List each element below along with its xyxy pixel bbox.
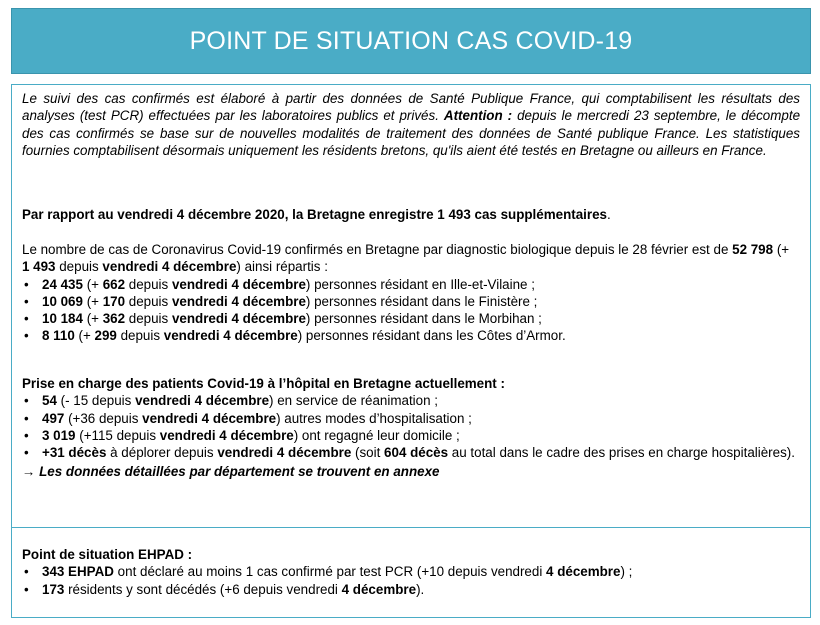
cases-lead-text: Le nombre de cas de Coronavirus Covid-19 confirmés en Bretagne par diagnostic biologique depuis le 28 février est de bbox=[22, 242, 733, 257]
hospital-section bbox=[22, 375, 800, 481]
cases-ref-date: vendredi 4 décembre bbox=[102, 259, 237, 275]
list-item: • +31 décès à déplorer depuis vendredi 4 décembre (soit 604 décès au total dans le cadre des prises en charge hospitalières). bbox=[22, 444, 800, 461]
cases-lead-since: depuis bbox=[55, 259, 103, 275]
summary-line bbox=[22, 206, 800, 223]
list-item: • 10 069 (+ 170 depuis vendredi 4 décembre) personnes résidant dans le Finistère ; bbox=[22, 293, 800, 310]
cases-section bbox=[22, 241, 800, 345]
list-item: • 54 (- 15 depuis vendredi 4 décembre) en service de réanimation ; bbox=[22, 392, 800, 409]
ehpad-heading: Point de situation EHPAD : bbox=[22, 547, 193, 562]
ehpad-list bbox=[22, 563, 800, 598]
ehpad-section bbox=[22, 546, 800, 598]
list-item: • 8 110 (+ 299 depuis vendredi 4 décembre) personnes résidant dans les Côtes d’Armor. bbox=[22, 327, 800, 344]
cases-lead bbox=[22, 241, 800, 276]
page-title: POINT DE SITUATION CAS COVID-19 bbox=[189, 26, 633, 55]
intro-paragraph bbox=[22, 90, 800, 159]
list-item: • 343 EHPAD ont déclaré au moins 1 cas confirmé par test PCR (+10 depuis vendredi 4 décembre) ; bbox=[22, 563, 800, 580]
attention-label: Attention : bbox=[443, 108, 513, 124]
list-item: • 24 435 (+ 662 depuis vendredi 4 décembre) personnes résidant en Ille-et-Vilaine ; bbox=[22, 276, 800, 293]
title-banner bbox=[11, 8, 811, 74]
cases-total: 52 798 bbox=[732, 242, 774, 257]
hospital-heading: Prise en charge des patients Covid-19 à l’hôpital en Bretagne actuellement : bbox=[22, 376, 505, 391]
cases-delta: 1 493 bbox=[22, 259, 56, 275]
intro-text-1: Le suivi des cas confirmés est élaboré à partir des données de Santé Publique France, qui comptabilisent les résultats des analyses (test PCR) effectuées par les laboratoires publics et privés. bbox=[22, 91, 800, 124]
cases-lead-end: ) ainsi répartis : bbox=[236, 259, 328, 275]
list-item: • 497 (+36 depuis vendredi 4 décembre) autres modes d’hospitalisation ; bbox=[22, 410, 800, 427]
section-divider bbox=[11, 527, 811, 528]
list-item: • 10 184 (+ 362 depuis vendredi 4 décembre) personnes résidant dans le Morbihan ; bbox=[22, 310, 800, 327]
list-item: • 3 019 (+115 depuis vendredi 4 décembre) ont regagné leur domicile ; bbox=[22, 427, 800, 444]
hospital-list bbox=[22, 392, 800, 461]
content-frame bbox=[11, 84, 811, 618]
summary-text: Par rapport au vendredi 4 décembre 2020, la Bretagne enregistre 1 493 cas supplémentaires bbox=[22, 207, 607, 222]
annex-note: → Les données détaillées par département se trouvent en annexe bbox=[22, 464, 440, 480]
cases-list bbox=[22, 276, 800, 345]
cases-lead-open: (+ bbox=[773, 242, 790, 257]
list-item: • 173 résidents y sont décédés (+6 depuis vendredi 4 décembre). bbox=[22, 581, 800, 598]
intro-text-2: depuis le mercredi 23 septembre, le décompte des cas confirmés se base sur de nouvelles modalités de traitement des données de Santé publique France. Les statistiques fournies comptabilisent désormais uniquement les résidents bretons, qu'ils aient été testés en Bretagne ou ailleurs en France. bbox=[22, 108, 801, 158]
summary-end: . bbox=[607, 207, 611, 222]
